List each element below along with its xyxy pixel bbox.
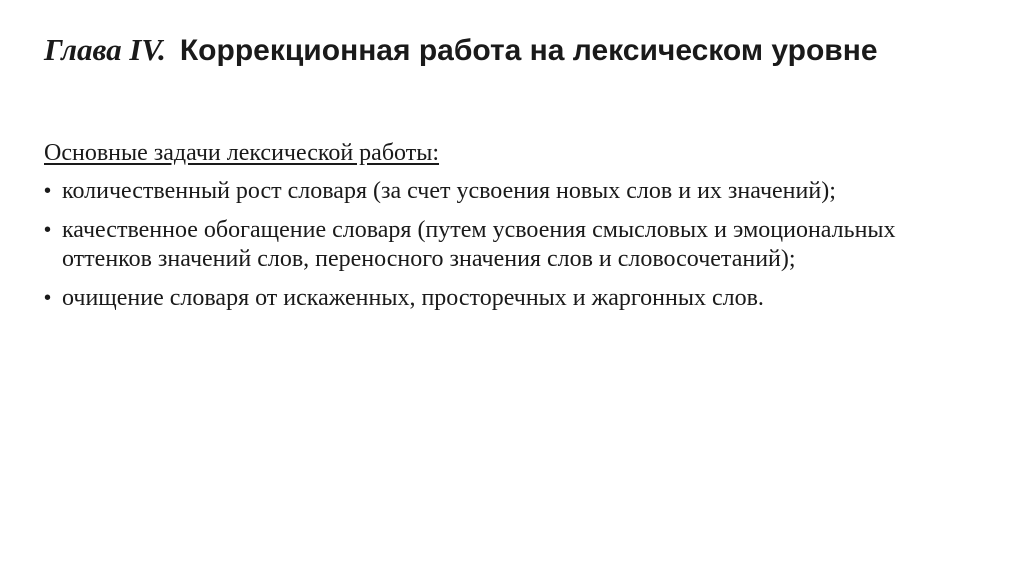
bullet-icon: • xyxy=(44,219,52,241)
list-item xyxy=(44,284,964,313)
list-item xyxy=(44,216,964,274)
title-text: Коррекционная работа на лексическом уровне xyxy=(179,34,878,67)
list-item-text: качественное обогащение словаря (путем усвоения смысловых и эмоциональных оттенков значений слов, переносного значения слов и словосочетаний); xyxy=(62,217,896,272)
section-subtitle: Основные задачи лексической работы: xyxy=(44,140,440,166)
bullet-icon: • xyxy=(44,180,52,202)
chapter-label: Глава IV. xyxy=(44,32,166,67)
list-item xyxy=(44,177,964,206)
slide-body xyxy=(44,139,964,323)
list-item-text: очищение словаря от искаженных, просторечных и жаргонных слов. xyxy=(62,285,764,311)
list-item-text: количественный рост словаря (за счет усвоения новых слов и их значений); xyxy=(62,178,836,204)
bullet-icon: • xyxy=(44,287,52,309)
task-list xyxy=(44,177,964,313)
slide-title xyxy=(44,30,944,71)
